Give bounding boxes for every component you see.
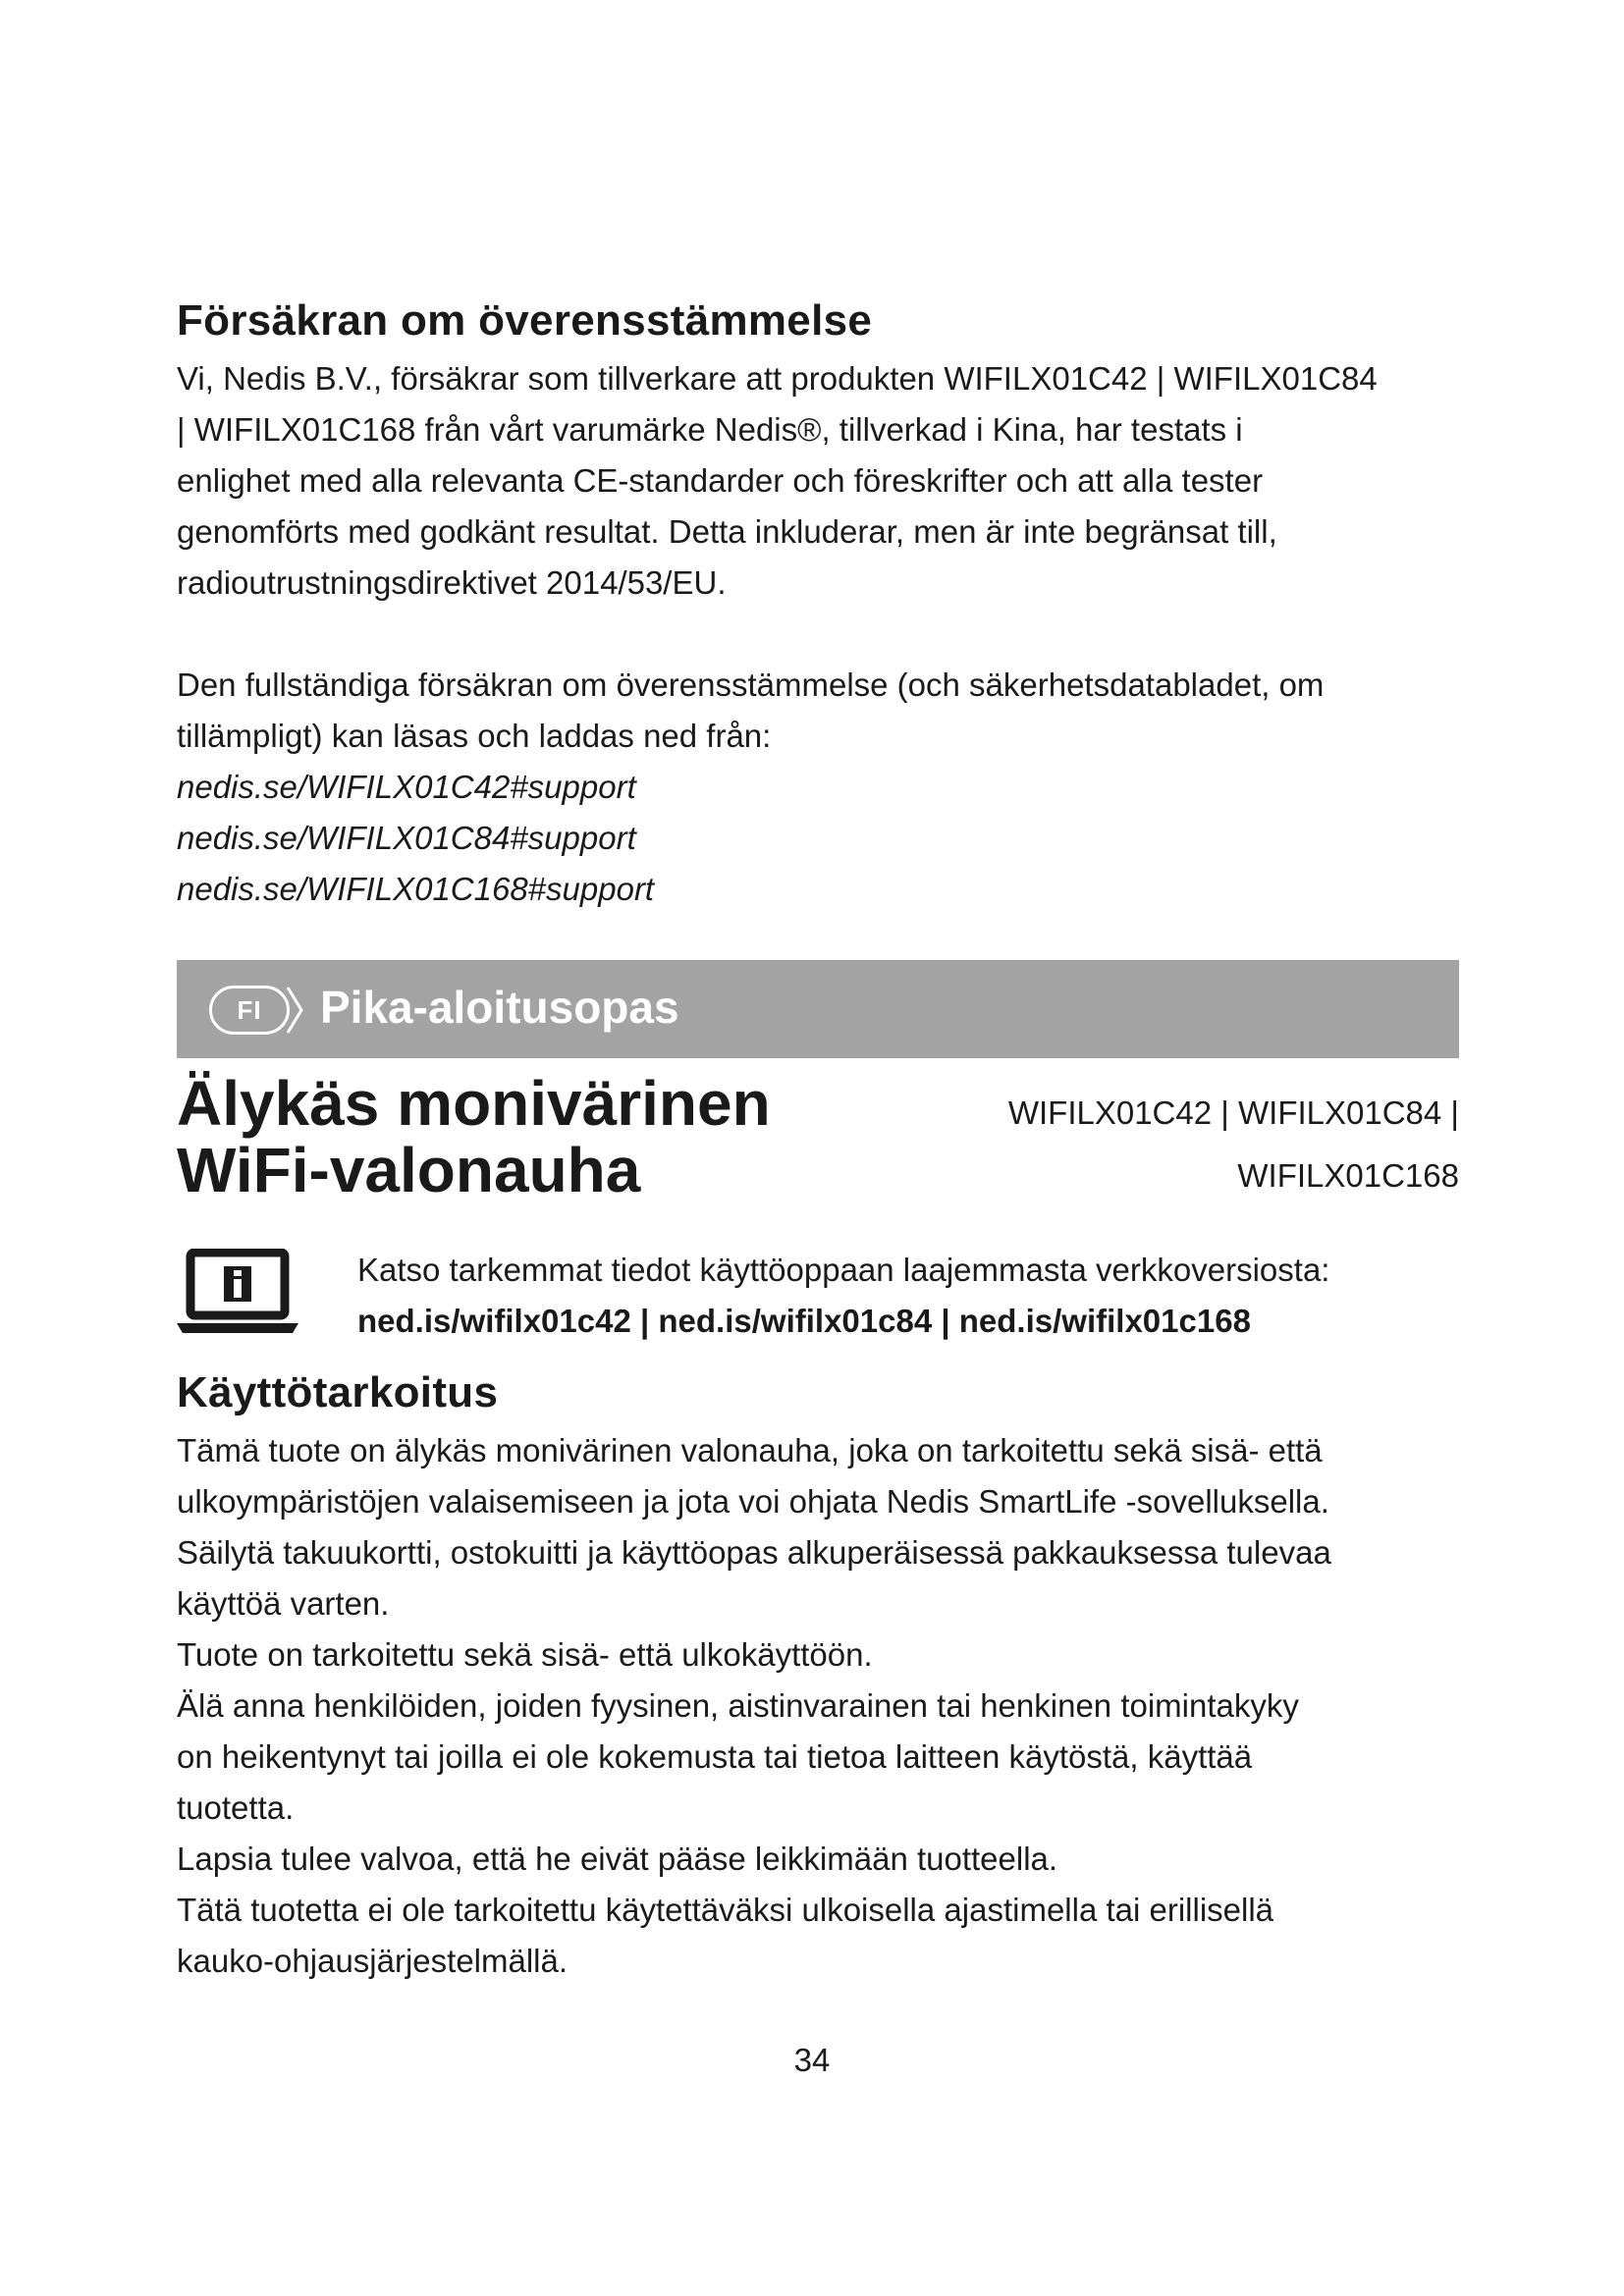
section-bar: [177, 960, 1459, 1058]
language-badge: FI: [209, 986, 290, 1035]
declaration-links: [177, 762, 654, 915]
online-manual-text: Katso tarkemmat tiedot käyttöoppaan laajemmasta verkkoversiosta:: [357, 1252, 1330, 1288]
page-number: 34: [793, 2042, 831, 2078]
model-numbers: [909, 1082, 1459, 1207]
model-line-1: WIFILX01C42 | WIFILX01C84 |: [1007, 1095, 1459, 1131]
declaration-download-text: Den fullständiga försäkran om överensstämmelse (och säkerhetsdatabladet, om tillämpligt) kan läsas och laddas ned från:: [177, 667, 1325, 754]
support-link-c42[interactable]: nedis.se/WIFILX01C42#support: [177, 769, 636, 805]
support-link-c168[interactable]: nedis.se/WIFILX01C168#support: [177, 871, 655, 907]
declaration-heading: Försäkran om överensstämmelse: [177, 296, 873, 345]
badge-arrow-icon: [209, 986, 303, 1035]
model-line-2: WIFILX01C168: [1237, 1157, 1459, 1194]
laptop-info-icon: [177, 1249, 306, 1337]
online-manual-note: [357, 1245, 1477, 1347]
declaration-paragraph: Vi, Nedis B.V., försäkrar som tillverkare att produkten WIFILX01C42 | WIFILX01C84 | WIFILX01C168 från vårt varumärke Nedis®, tillverkad i Kina, har testats i enlighet med alla relevanta CE-standarder och föreskrifter och att alla tester genomförts med godkänt resultat. Detta inkluderar, men är inte begränsat till, radioutrustningsdirektivet 2014/53/EU.: [177, 360, 1378, 601]
intended-use-heading: Käyttötarkoitus: [177, 1368, 499, 1416]
product-title: Älykäs monivärinen WiFi-valonauha: [177, 1068, 771, 1205]
support-link-c84[interactable]: nedis.se/WIFILX01C84#support: [177, 820, 636, 856]
intended-use-paragraph: Tämä tuote on älykäs monivärinen valonauha, joka on tarkoitettu sekä sisä- että ulkoympäristöjen valaisemiseen ja jota voi ohjata Nedis SmartLife -sovelluksella. Säilytä takuukortti, ostokuitti ja käyttöopas alkuperäisessä pakkauksessa tulevaa käyttöä varten. Tuote on tarkoitettu sekä sisä- että ulkokäyttöön. Älä anna henkilöiden, joiden fyysinen, aistinvarainen tai henkinen toimintakyky on heikentynyt tai joilla ei ole kokemusta tai tietoa laitteen käytöstä, käyttää tuotetta. Lapsia tulee valvoa, että he eivät pääse leikkimään tuotteella. Tätä tuotetta ei ole tarkoitettu käytettäväksi ulkoisella ajastimella tai erillisellä kauko-ohjausjärjestelmällä.: [177, 1432, 1331, 1979]
section-title: Pika-aloitusopas: [320, 982, 679, 1033]
online-manual-links[interactable]: ned.is/wifilx01c42 | ned.is/wifilx01c84 | ned.is/wifilx01c168: [357, 1303, 1251, 1339]
